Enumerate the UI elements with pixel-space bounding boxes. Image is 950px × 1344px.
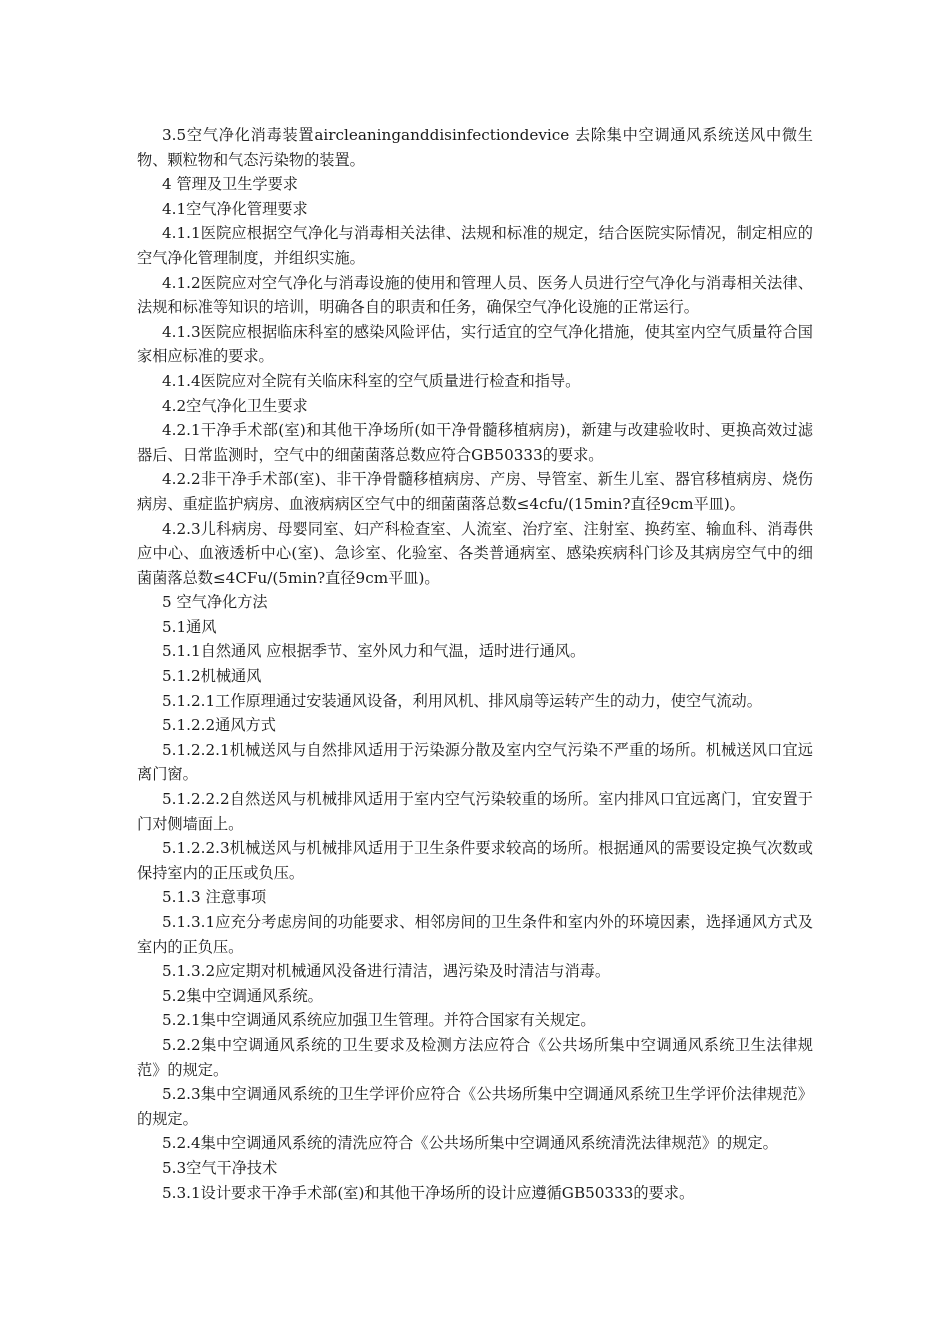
heading-5-1-2: 5.1.2机械通风 [162,667,262,686]
paragraph-5-1-3-1: 5.1.3.1应充分考虑房间的功能要求、相邻房间的卫生条件和室内外的环境因素，选择通风方式及室内的正负压。 [137,913,813,956]
paragraph-5-2-2: 5.2.2集中空调通风系统的卫生要求及检测方法应符合《公共场所集中空调通风系统卫生法律规范》的规定。 [137,1035,813,1079]
paragraph-4-2-1: 4.2.1干净手术部(室)和其他干净场所(如干净骨髓移植病房)，新建与改建验收时、更换高效过滤器后、日常监测时，空气中的细菌菌落总数应符合GB50333的要求。 [137,421,813,464]
heading-5-1-3: 5.1.3 注意事项 [162,888,267,907]
heading-5-3: 5.3空气干净技术 [162,1158,278,1177]
paragraph-4-1-2: 4.1.2医院应对空气净化与消毒设施的使用和管理人员、医务人员进行空气净化与消毒相关法律、法规和标准等知识的培训，明确各自的职责和任务，确保空气净化设施的正常运行。 [137,273,813,317]
paragraph-5-1-1: 5.1.1自然通风 应根据季节、室外风力和气温，适时进行通风。 [162,642,586,661]
paragraph-4-2-3: 4.2.3儿科病房、母婴同室、妇产科检查室、人流室、治疗室、注射室、换药室、输血科、消毒供应中心、血液透析中心(室)、急诊室、化验室、各类普通病室、感染疾病科门诊及其病房空气中的细菌菌落总数≤4CFu/(5min?直径9cm平皿)。 [137,519,813,587]
heading-5-1-2-2: 5.1.2.2通风方式 [162,716,276,735]
paragraph-4-1-1: 4.1.1医院应根据空气净化与消毒相关法律、法规和标准的规定，结合医院实际情况，制定相应的空气净化管理制度，并组织实施。 [137,224,813,267]
paragraph-3-5: 3.5空气净化消毒装置aircleaninganddisinfectiondevice 去除集中空调通风系统送风中微生物、颗粒物和气态污染物的装置。 [137,126,813,169]
heading-4-1: 4.1空气净化管理要求 [162,199,308,218]
paragraph-5-2-1: 5.2.1集中空调通风系统应加强卫生管理。并符合国家有关规定。 [162,1011,596,1030]
heading-5: 5 空气净化方法 [162,593,268,612]
document-body [137,123,813,1205]
heading-5-1: 5.1通风 [162,617,217,636]
paragraph-4-1-4: 4.1.4医院应对全院有关临床科室的空气质量进行检查和指导。 [162,371,581,390]
paragraph-4-2-2: 4.2.2非干净手术部(室)、非干净骨髓移植病房、产房、导管室、新生儿室、器官移植病房、烧伤病房、重症监护病房、血液病病区空气中的细菌菌落总数≤4cfu/(15min?直径9cm平皿)。 [137,470,813,513]
paragraph-5-1-3-2: 5.1.3.2应定期对机械通风没备进行清洁，遇污染及时清洁与消毒。 [162,962,611,981]
heading-4-2: 4.2空气净化卫生要求 [162,396,308,415]
paragraph-5-2-4: 5.2.4集中空调通风系统的清洗应符合《公共场所集中空调通风系统清洗法律规范》的规定。 [162,1134,778,1153]
paragraph-5-1-2-1: 5.1.2.1工作原理通过安装通风设备，利用风机、排风扇等运转产生的动力，使空气流动。 [162,691,762,710]
heading-4: 4 管理及卫生学要求 [162,175,298,194]
heading-5-2: 5.2集中空调通风系统。 [162,986,323,1005]
paragraph-4-1-3: 4.1.3医院应根据临床科室的感染风险评估，实行适宜的空气净化措施，使其室内空气质量符合国家相应标准的要求。 [137,322,813,366]
paragraph-5-2-3: 5.2.3集中空调通风系统的卫生学评价应符合《公共场所集中空调通风系统卫生学评价法律规范》的规定。 [137,1085,813,1128]
paragraph-5-3-1: 5.3.1设计要求干净手术部(室)和其他干净场所的设计应遵循GB50333的要求。 [162,1183,695,1202]
paragraph-5-1-2-2-1: 5.1.2.2.1机械送风与自然排风适用于污染源分散及室内空气污染不严重的场所。机械送风口宜远离门窗。 [137,740,813,784]
paragraph-5-1-2-2-3: 5.1.2.2.3机械送风与机械排风适用于卫生条件要求较高的场所。根据通风的需要设定换气次数或保持室内的正压或负压。 [137,839,813,882]
paragraph-5-1-2-2-2: 5.1.2.2.2自然送风与机械排风适用于室内空气污染较重的场所。室内排风口宜远离门，宜安置于门对侧墙面上。 [137,790,813,833]
